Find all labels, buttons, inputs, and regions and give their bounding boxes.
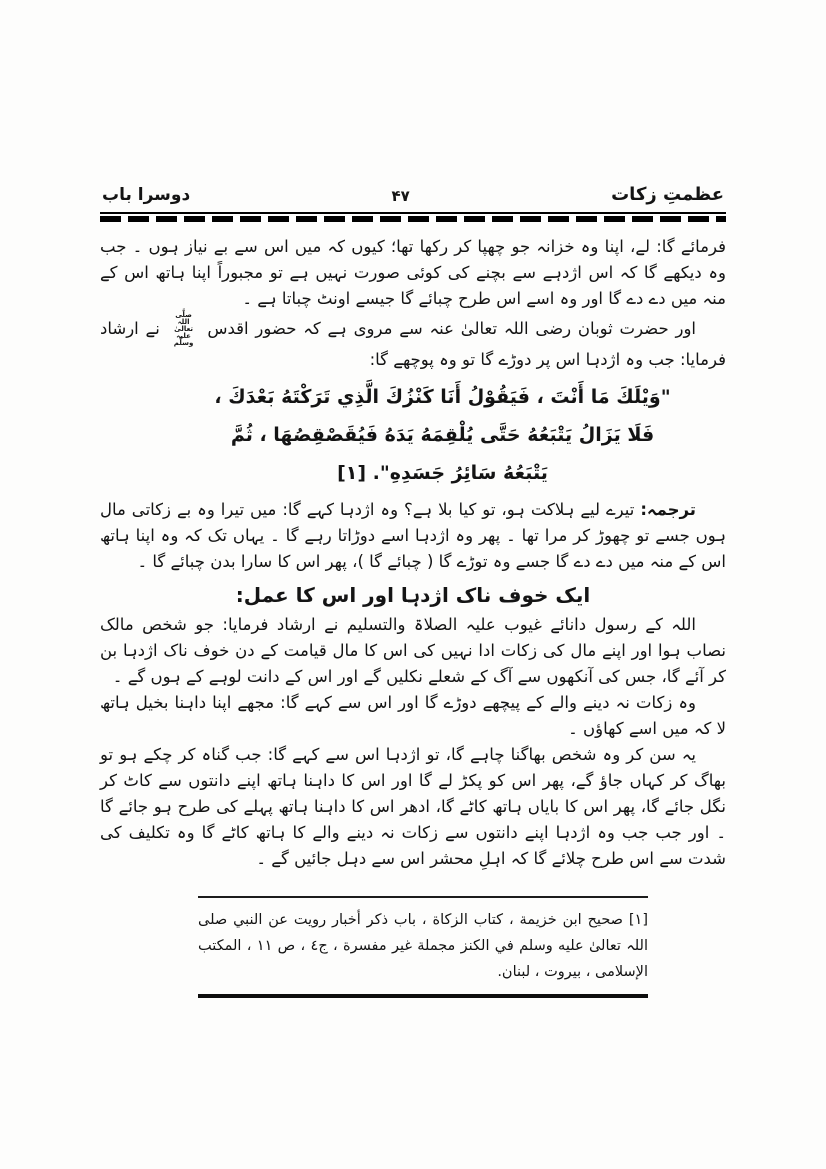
hadith-intro-text: اور حضرت ثوبان رضی اللہ تعالیٰ عنہ سے مروی ہے کہ حضور اقدس [207, 319, 696, 338]
section-heading: ایک خوف ناک اژدہا اور اس کا عمل: [235, 583, 591, 607]
paragraph-intro: فرمائے گا: لے، اپنا وہ خزانہ جو چھپا کر رکھا تھا؛ کیوں کہ میں اس سے بے نیاز ہوں ۔ جب وہ دیکھے گا کہ اس اژدہے سے بچنے کی کوئی صورت نہیں ہے تو مجبوراً اپنا ہاتھ اس کے منہ میں دے دے گا اور وہ اسے اس طرح چبائے گا جیسے اونٹ چباتا ہے ۔ [100, 237, 726, 308]
footnote-area [198, 896, 648, 998]
header-rule-dashed [100, 216, 726, 222]
paragraph-serpent-punishment: یہ سن کر وہ شخص بھاگنا چاہے گا، تو اژدہا اس سے کہے گا: جب گناہ کر چکے ہو تو بھاگ کر کہاں جاؤ گے، پھر اس کو پکڑ لے گا اور اس کا داہنا ہاتھ اپنے دانتوں سے کاٹ کر نگل جائے گا، پھر اس کا بایاں ہاتھ کاٹے گا، ادھر اس کا داہنا ہاتھ پہلے کی طرح ہو جائے گا ۔ اور جب جب وہ اژدہا اپنے دانتوں سے زکات نہ دینے والے کا ہاتھ کاٹے گا وہ تکلیف کی شدت سے اس طرح چلائے گا کہ اہلِ محشر اس سے دہل جائیں گے ۔ [100, 745, 726, 868]
header-book-title: عظمتِ زکات [611, 184, 724, 205]
header-rule-thin [100, 212, 726, 214]
translation-paragraph [100, 497, 726, 575]
arabic-hadith-quote: "وَيْلَكَ مَا أَنْتَ ، فَيَقُوْلُ أَنَا كَنْزُكَ الَّذِي تَرَكْتَهُ بَعْدَكَ ، فَلَا يَزَالُ يَتْبَعُهُ حَتَّى يُلْقِمَهُ يَدَهُ فَيُقَصْقِصُهَا ، ثُمَّ يَتْبَعُهُ سَائِرُ جَسَدِهِ". [١] [214, 386, 671, 484]
footnote-bottom-line [198, 994, 648, 998]
footnote-separator-line [198, 896, 648, 898]
header-page-number: ۴۷ [391, 187, 410, 205]
page-header [100, 184, 726, 212]
translation-body: تیرے لیے ہلاکت ہو، تو کیا بلا ہے؟ وہ اژدہا کہے گا: میں تیرا وہ بے زکاتی مال ہوں جسے تو چھوڑ کر مرا تھا ۔ پھر وہ اژدہا اسے دوڑاتا رہے گا ۔ یہاں تک کہ وہ اپنا ہاتھ اس کے منہ میں دے دے گا جسے وہ توڑے گا ( چبائے گا )، پھر اس کا سارا بدن چبائے گا ۔ [100, 500, 726, 571]
paragraph-serpent-demand: وہ زکات نہ دینے والے کے پیچھے دوڑے گا اور اس سے کہے گا: مجھے اپنا داہنا بخیل ہاتھ لا کہ میں اسے کھاؤں ۔ [100, 693, 726, 738]
translation-label: ترجمہ: [640, 500, 696, 519]
paragraph-hadith-intro [100, 312, 726, 373]
salawat-mark: صلَّی اللہ تعالیٰ علیہ وسلَّم [173, 311, 194, 347]
footnote-reference-text: [١] صحیح ابن خزیمة ، کتاب الزکاة ، باب ذکر أخبار رویت عن النبي صلی اللہ تعالیٰ علیه وسلم في الکنز مجملة غیر مفسرة ، ج٤ ، ص ١١ ، المکتب الإسلامی ، بیروت ، لبنان. [198, 912, 648, 980]
hadith-intro-continued: نے ارشاد فرمایا: جب وہ اژدہا اس پر دوڑے گا تو وہ پوچھے گا: [100, 319, 726, 369]
page-content [100, 184, 726, 980]
header-chapter-title: دوسرا باب [102, 185, 191, 205]
paragraph-serpent-description: اللہ کے رسول دانائے غیوب علیہ الصلاۃ والتسلیم نے ارشاد فرمایا: جو شخص مالک نصاب ہوا اور اپنے مال کی زکات ادا نہیں کی اس کا مال قیامت کے دن خوف ناک اژدہا بن کر آئے گا، جس کی آنکھوں سے آگ کے شعلے نکلیں گے اور اس کے دانت لوہے کے ہوں گے ۔ [100, 615, 726, 686]
